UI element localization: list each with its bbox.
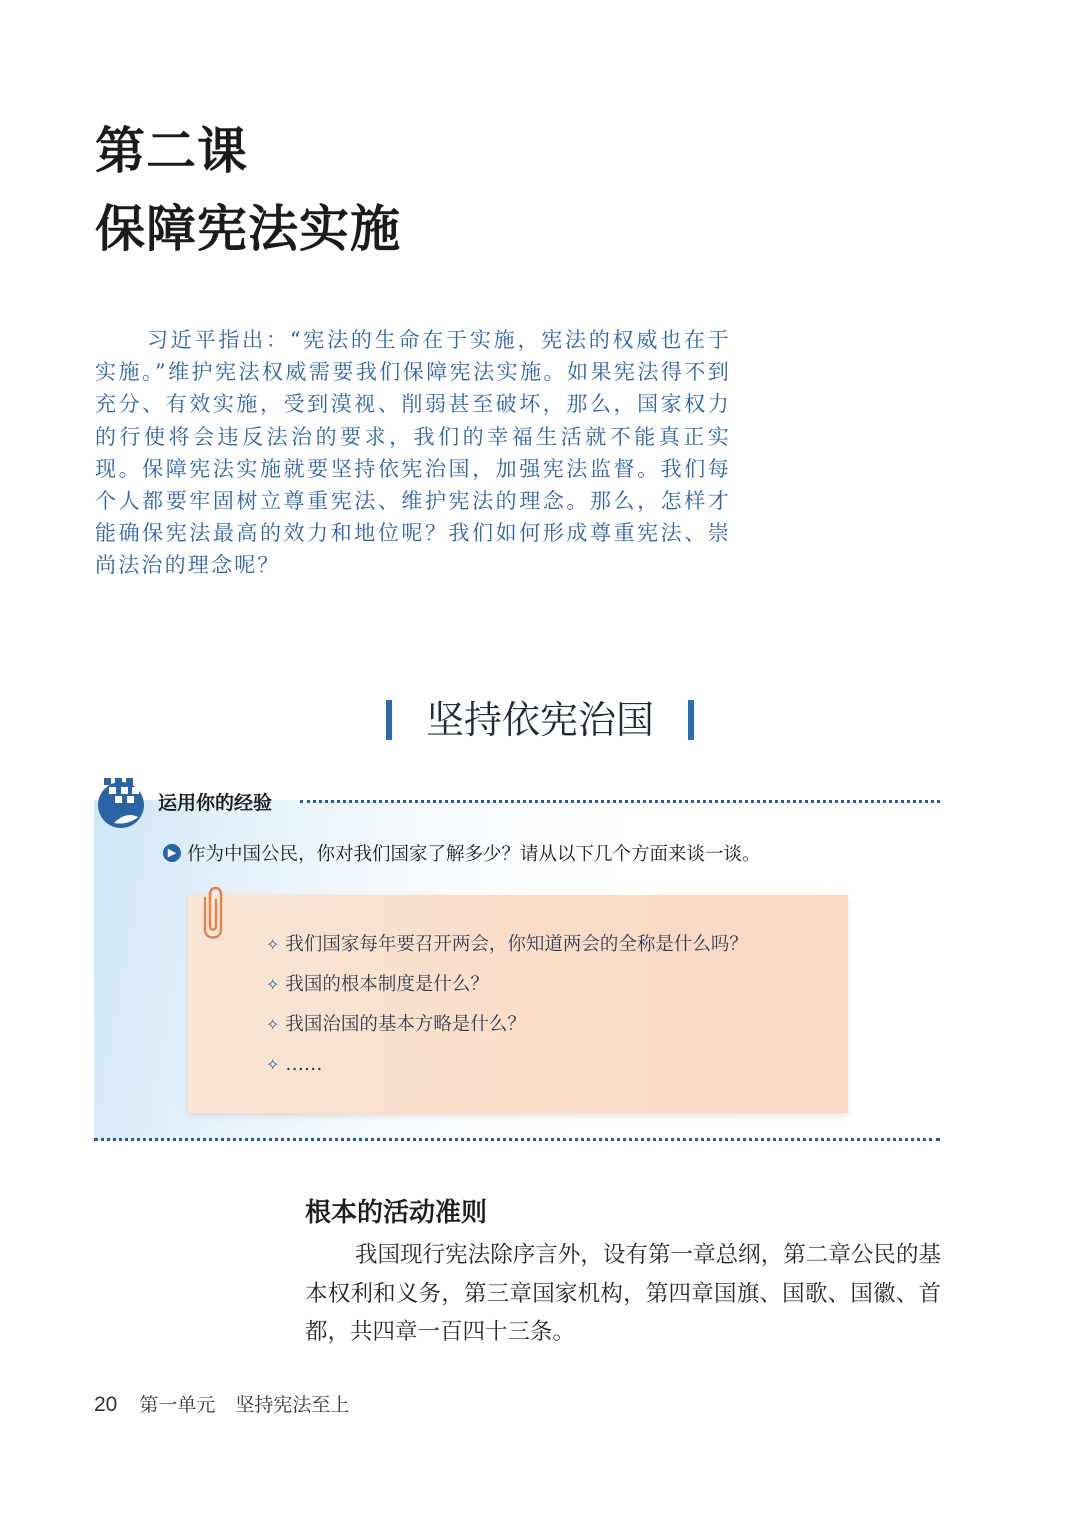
activity-prompt-text: 作为中国公民，你对我们国家了解多少？请从以下几个方面来谈一谈。 (187, 844, 761, 865)
diamond-bullet-icon: ✧ (266, 1015, 280, 1034)
activity-label: 运用你的经验 (158, 792, 273, 814)
activity-top-divider (300, 800, 940, 803)
list-item: ✧ 我国治国的基本方略是什么？ (266, 1014, 526, 1035)
subsection-body: 我国现行宪法除序言外，设有第一章总纲，第二章公民的基本权利和义务，第三章国家机构，第四章国旗、国歌、国徽、首都，共四章一百四十三条。 (305, 1242, 941, 1345)
diamond-bullet-icon: ✧ (266, 935, 280, 954)
page-footer (94, 1390, 349, 1417)
activity-bottom-divider (94, 1138, 940, 1141)
diamond-bullet-icon: ✧ (266, 975, 280, 994)
section-heading-text: 坚持依宪治国 (425, 698, 654, 742)
list-item: ✧ 我们国家每年要召开两会，你知道两会的全称是什么吗？ (266, 934, 748, 955)
list-item: ✧ …… (266, 1054, 323, 1075)
heading-bar-left (386, 700, 392, 740)
list-item: ✧ 我国的根本制度是什么？ (266, 974, 489, 995)
activity-prompt (163, 840, 761, 866)
arrow-circle-icon: ▶ (163, 844, 181, 862)
lesson-name: 保障宪法实施 (95, 200, 401, 258)
lesson-title (95, 112, 401, 268)
experience-badge-icon (94, 775, 148, 829)
unit-name: 第一单元 (139, 1394, 216, 1416)
heading-bar-right (688, 700, 694, 740)
question-list (266, 925, 748, 1085)
lesson-number: 第二课 (95, 122, 248, 180)
intro-paragraph: 习近平指出：“宪法的生命在于实施，宪法的权威也在于实施。”维护宪法权威需要我们保障宪法实施。如果宪法得不到充分、有效实施，受到漠视、削弱甚至破坏，那么，国家权力的行使将会违反法治的要求，我们的幸福生活就不能真正实现。保障宪法实施就要坚持依宪治国，加强宪法监督。我们每个人都要牢固树立尊重宪法、维护宪法的理念。那么，怎样才能确保宪法最高的效力和地位呢？我们如何形成尊重宪法、崇尚法治的理念呢？ (95, 328, 731, 578)
unit-theme: 坚持宪法至上 (235, 1394, 350, 1416)
page-number: 20 (94, 1393, 118, 1416)
subsection-heading: 根本的活动准则 (305, 1198, 488, 1228)
diamond-bullet-icon: ✧ (266, 1055, 280, 1074)
paperclip-icon (197, 884, 229, 946)
section-heading (0, 690, 1080, 750)
